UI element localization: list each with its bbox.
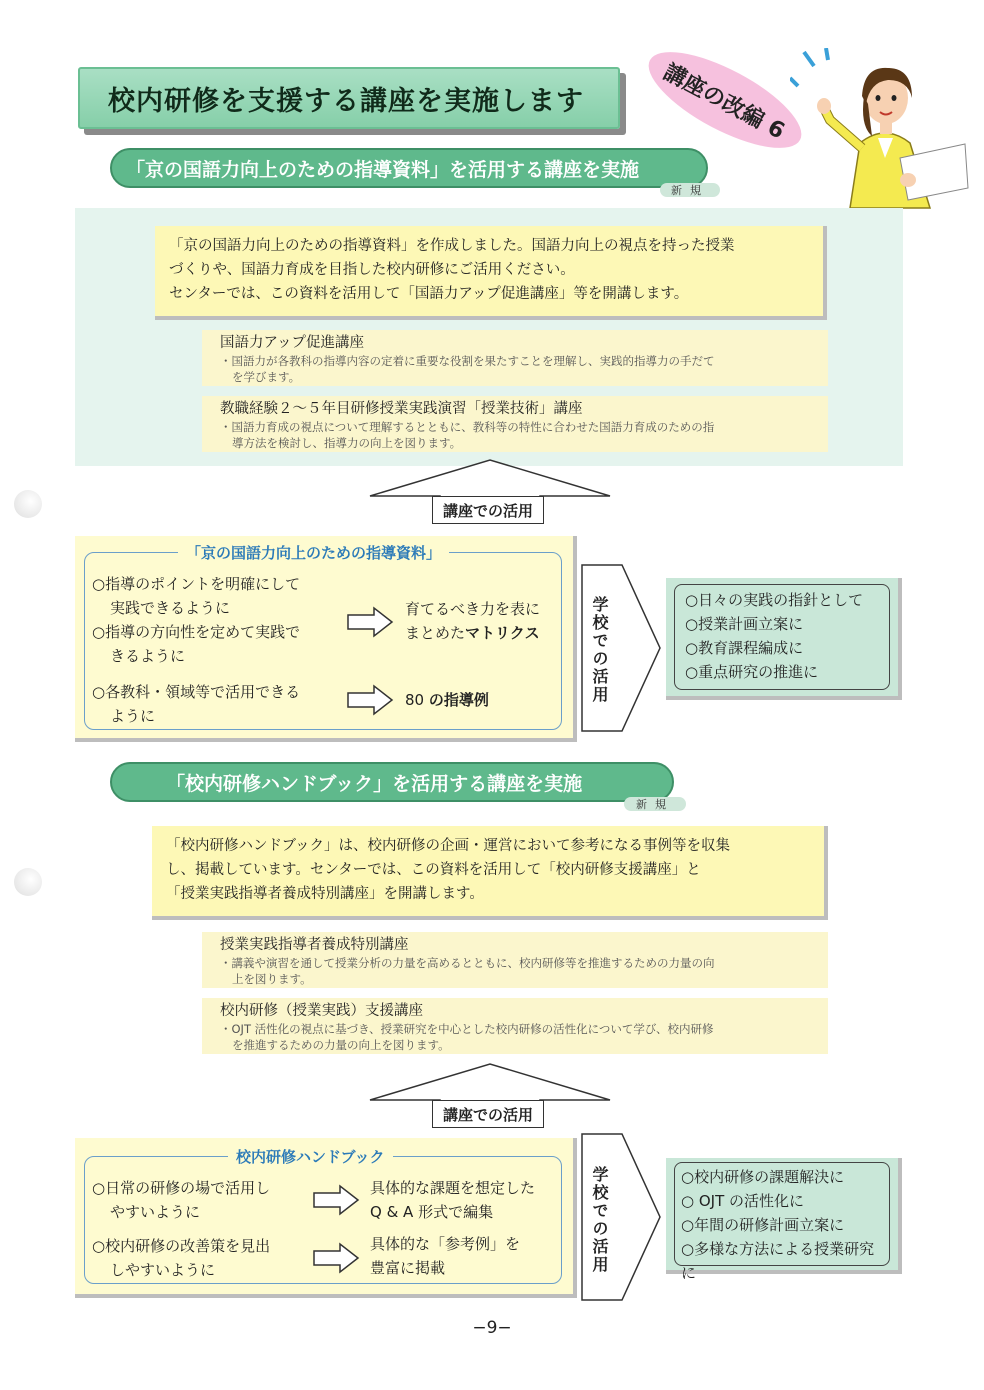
course-item [202,330,828,386]
result-line: 豊富に掲載 [370,1259,446,1277]
intro-line: づくりや、国語力育成を目指した校内研修にご活用ください。 [169,262,575,278]
point-line: ○指導の方向性を定めて実践で [92,623,301,641]
school-use-item: ○ OJT の活性化に [681,1192,805,1210]
point-item [92,680,300,728]
result-matrix [405,597,540,645]
result-emphasis: マトリクス [465,624,540,642]
section1-title: 「京の国語力向上のための指導資料」を活用する講座を実施 [126,158,640,181]
result-line: 具体的な「参考例」を [370,1235,521,1253]
result-line: Q & A 形式で編集 [370,1203,494,1221]
school-use-item: ○教育課程編成に [685,639,804,657]
section2-intro [152,826,828,920]
course-description: を学びます。 [232,370,301,384]
right-arrow-icon [346,684,394,716]
page-title: 校内研修を支援する講座を実施します [108,85,584,117]
course-description: 上を図ります。 [232,972,312,986]
new-tag: 新規 [660,183,720,197]
school-uses-list [674,1162,890,1282]
resource-title: 校内研修ハンドブック [228,1146,393,1167]
punch-hole [14,490,42,518]
course-use-label: 講座での活用 [432,496,544,524]
school-use-item: ○授業計画立案に [685,615,804,633]
course-title: 教職経験２～５年目研修授業実践演習「授業技術」講座 [220,401,583,417]
point-line: やすいように [110,1203,201,1221]
result-examples [405,688,489,712]
punch-hole [14,868,42,896]
point-line: きるように [110,647,186,665]
school-use-item: ○多様な方法による授業研究に [681,1240,875,1282]
result-item [370,1232,520,1280]
section2-title-pill [110,762,674,802]
course-item [202,396,828,452]
point-line: ○各教科・領域等で活用できる [92,683,301,701]
right-arrow-icon [312,1242,360,1274]
right-arrow-icon [346,606,394,638]
right-arrow-icon [312,1184,360,1216]
point-line: ように [110,707,156,725]
course-title: 校内研修（授業実践）支援講座 [220,1003,423,1019]
point-item [92,1176,270,1224]
badge-label: 講座の改編 6 [659,59,789,145]
result-count: 80 [405,691,425,709]
point-line: ○指導のポイントを明確にして [92,575,301,593]
result-emphasis: の指導例 [428,691,489,709]
school-use-label: 学校での活用 [590,1166,609,1274]
section1-intro [155,226,827,320]
intro-line: し、掲載しています。センターでは、この資料を活用して「校内研修支援講座」と [166,862,701,878]
section2-title: 「校内研修ハンドブック」を活用する講座を実施 [166,772,583,795]
point-item [92,572,300,620]
page-number: −9− [472,1318,512,1338]
course-description: ・OJT 活性化の視点に基づき、授業研究を中心とした校内研修の活性化について学び、校内研修 [220,1022,714,1036]
intro-line: 「京の国語力向上のための指導資料」を作成しました。国語力向上の視点を持った授業 [169,238,735,254]
revision-badge [636,34,814,167]
resource-title: 「京の国語力向上のための指導資料」 [178,542,449,563]
section1-title-pill [110,148,708,188]
new-tag: 新規 [624,797,686,811]
course-description: ・講義や演習を通して授業分析の力量を高めるとともに、校内研修等を推進するための力量の向 [220,956,715,970]
course-title: 国語力アップ促進講座 [220,335,364,351]
intro-line: 「授業実践指導者養成特別講座」を開講します。 [166,886,484,902]
point-line: ○日常の研修の場で活用し [92,1179,271,1197]
school-use-item: ○重点研究の推進に [685,663,819,681]
intro-line: 「校内研修ハンドブック」は、校内研修の企画・運営において参考になる事例等を収集 [166,838,731,854]
intro-line: センターでは、この資料を活用して「国語力アップ促進講座」等を開講します。 [169,286,689,302]
school-uses-list [674,584,890,690]
school-use-item: ○日々の実践の指針として [685,591,864,609]
result-item [370,1176,535,1224]
course-title: 授業実践指導者養成特別講座 [220,937,409,953]
course-item [202,998,828,1054]
school-use-label: 学校での活用 [590,596,609,704]
course-item [202,932,828,988]
course-description: ・国語力育成の視点について理解するとともに、教科等の特性に合わせた国語力育成のための指 [220,420,715,434]
course-description: 導方法を検討し、指導力の向上を図ります。 [232,436,462,450]
course-use-label: 講座での活用 [432,1100,544,1128]
point-line: しやすいように [110,1261,216,1279]
point-line: ○校内研修の改善策を見出 [92,1237,271,1255]
course-description: を推進するための力量の向上を図ります。 [232,1038,450,1052]
result-line: まとめた [405,624,466,642]
school-use-item: ○年間の研修計画立案に [681,1216,845,1234]
result-line: 具体的な課題を想定した [370,1179,536,1197]
point-item [92,620,300,668]
school-use-item: ○校内研修の課題解決に [681,1168,845,1186]
result-line: 育てるべき力を表に [405,600,541,618]
point-line: 実践できるように [110,599,231,617]
course-description: ・国語力が各教科の指導内容の定着に重要な役割を果たすことを理解し、実践的指導力の手だて [220,354,715,368]
presenter-illustration [790,48,970,213]
main-title-banner [78,67,620,129]
point-item [92,1234,270,1282]
